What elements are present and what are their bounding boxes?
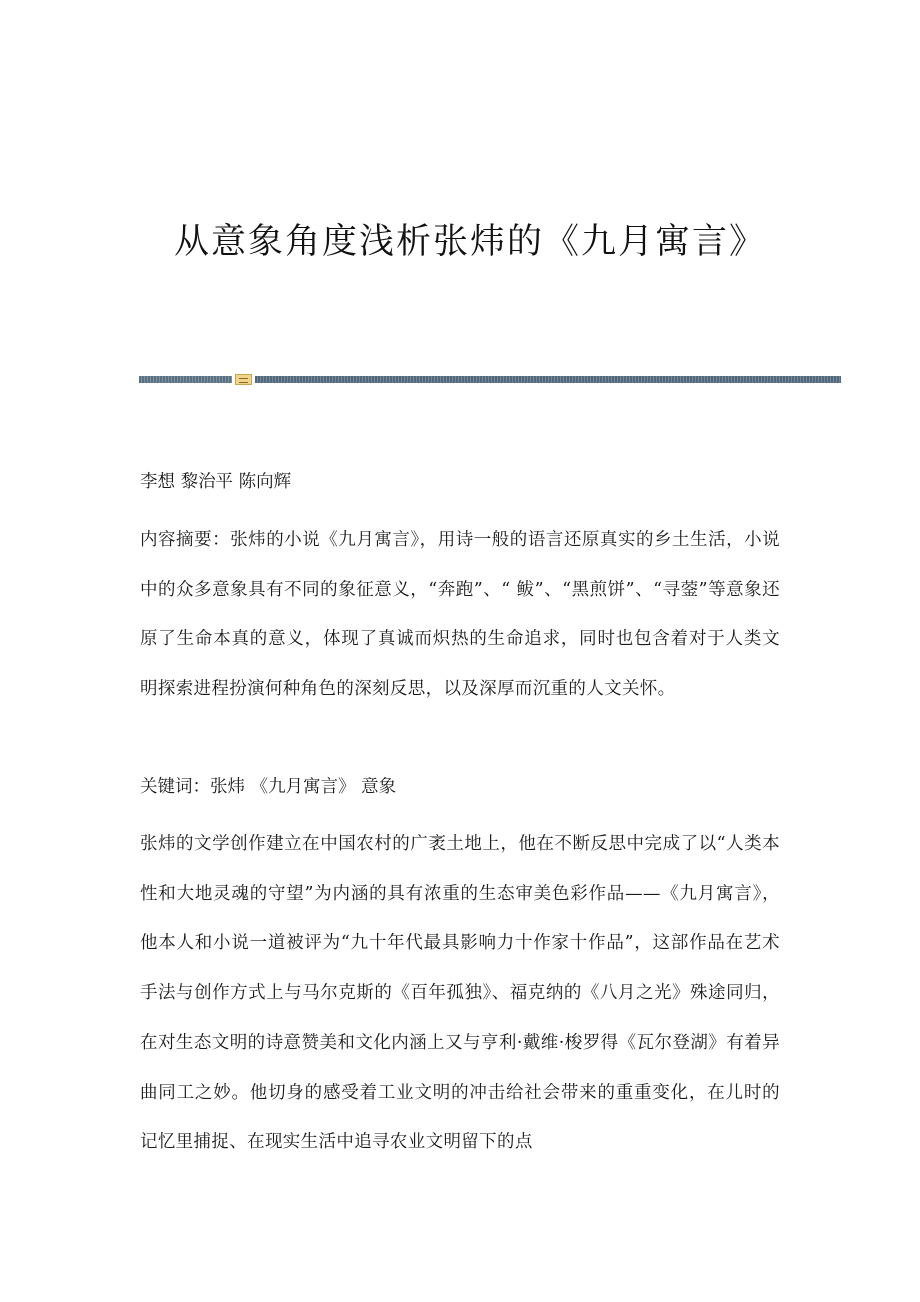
- keywords: [140, 763, 780, 812]
- divider-bar-left: [139, 376, 232, 383]
- title-divider: [139, 374, 841, 385]
- abstract-text: 张炜的小说《九月寓言》，用诗一般的语言还原真实的乡土生活，小说中的众多意象具有不同的象征意义，“奔跑”、“ 鲅”、“黑煎饼”、“寻蓥”等意象还原了生命本真的意义，体现了真诚而炽热的生命追求，同时也包含着对于人类文明探索进程扮演何种角色的深刻反思，以及深厚而沉重的人文关怀。: [140, 530, 781, 700]
- keywords-text: 张炜 《九月寓言》 意象: [210, 777, 397, 797]
- divider-bar-right: [255, 376, 841, 383]
- abstract: [140, 516, 780, 715]
- divider-ornament-icon: [235, 374, 252, 385]
- document-title: 从意象角度浅析张炜的《九月寓言》: [173, 222, 766, 262]
- authors: 李想 黎治平 陈向辉: [140, 472, 292, 492]
- abstract-label: 内容摘要：: [140, 530, 231, 550]
- keywords-label: 关键词：: [140, 777, 210, 797]
- body-paragraph: 张炜的文学创作建立在中国农村的广袤土地上，他在不断反思中完成了以“人类本性和大地灵魂的守望”为内涵的具有浓重的生态审美色彩作品——《九月寓言》，他本人和小说一道被评为“九十年代最具影响力十作家十作品”，这部作品在艺术手法与创作方式上与马尔克斯的《百年孤独》、福克纳的《八月之光》殊途同归，在对生态文明的诗意赞美和文化内涵上又与亨利·戴维·梭罗得《瓦尔登湖》有着异曲同工之妙。他切身的感受着工业文明的冲击给社会带来的重重变化，在儿时的记忆里捕捉、在现实生活中追寻农业文明留下的点: [140, 834, 780, 1153]
